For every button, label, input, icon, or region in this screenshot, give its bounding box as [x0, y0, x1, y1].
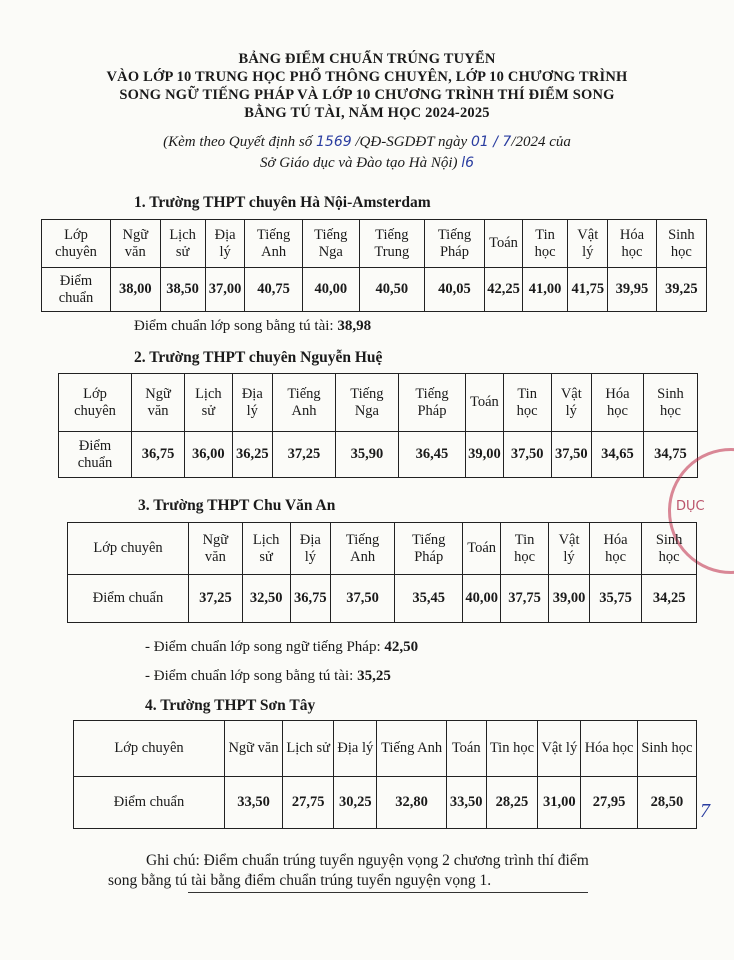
- note-label: Điểm chuẩn lớp song bằng tú tài:: [134, 318, 334, 334]
- score-cell: 27,75: [283, 777, 334, 829]
- score-cell: 36,75: [132, 432, 185, 478]
- school-1-score-table: [41, 219, 707, 312]
- subject-cell: Tin học: [500, 523, 548, 575]
- decision-prefix: (Kèm theo Quyết định số: [163, 134, 313, 150]
- bottom-divider: [188, 892, 588, 893]
- score-cell: 40,00: [302, 268, 359, 312]
- score-cell: 37,50: [503, 432, 551, 478]
- school-1-heading: 1. Trường THPT chuyên Hà Nội-Amsterdam: [134, 194, 431, 211]
- subject-cell: Lịch sử: [283, 721, 334, 777]
- score-cell: 36,75: [290, 575, 331, 623]
- subject-cell: Vật lý: [549, 523, 590, 575]
- decision-date-handwritten: 01 / 7: [470, 134, 512, 150]
- score-cell: 34,25: [642, 575, 697, 623]
- school-3-note-2: [145, 668, 391, 685]
- school-3-note-1: [145, 639, 418, 656]
- score-cell: 34,65: [592, 432, 644, 478]
- school-2-score-table: [58, 373, 698, 478]
- subject-cell: Địa lý: [290, 523, 331, 575]
- score-cell: 32,80: [377, 777, 447, 829]
- score-cell: 39,00: [549, 575, 590, 623]
- subject-cell: Tiếng Pháp: [398, 374, 465, 432]
- score-cell: 33,50: [225, 777, 283, 829]
- handwritten-margin-mark: 7: [700, 800, 710, 822]
- school-4-score-table: [73, 720, 697, 829]
- score-cell: 36,45: [398, 432, 465, 478]
- subject-cell: Ngữ văn: [132, 374, 185, 432]
- score-cell: 37,25: [273, 432, 336, 478]
- subject-cell: Vật lý: [551, 374, 591, 432]
- subject-cell: Vật lý: [568, 220, 608, 268]
- subject-cell: Toán: [485, 220, 523, 268]
- subject-cell: Ngữ văn: [189, 523, 243, 575]
- stamp-text: DỤC: [676, 499, 705, 514]
- school-3-score-table: [67, 522, 697, 623]
- row-label-class: Lớp chuyên: [74, 721, 225, 777]
- subject-cell: Toán: [463, 523, 501, 575]
- score-cell: 30,25: [334, 777, 377, 829]
- score-cell: 38,50: [160, 268, 205, 312]
- decision-reference: [0, 132, 734, 152]
- score-cell: 40,75: [245, 268, 302, 312]
- subject-cell: Sinh học: [656, 220, 706, 268]
- subject-cell: Tiếng Anh: [273, 374, 336, 432]
- subject-cell: Lịch sử: [185, 374, 232, 432]
- score-cell: 35,45: [395, 575, 463, 623]
- subject-cell: Lịch sử: [160, 220, 205, 268]
- score-cell: 35,75: [589, 575, 641, 623]
- school-3-heading: 3. Trường THPT Chu Văn An: [138, 497, 336, 514]
- subject-cell: Tin học: [522, 220, 567, 268]
- subject-cell: Sinh học: [643, 374, 697, 432]
- doc-title-line-4: BẰNG TÚ TÀI, NĂM HỌC 2024-2025: [244, 105, 490, 121]
- score-cell: 40,05: [424, 268, 484, 312]
- score-cell: 27,95: [581, 777, 638, 829]
- score-cell: 41,75: [568, 268, 608, 312]
- note-value: 42,50: [384, 639, 419, 655]
- subject-cell: Tiếng Pháp: [424, 220, 484, 268]
- subject-cell: Tiếng Anh: [377, 721, 447, 777]
- score-cell: 36,25: [232, 432, 272, 478]
- subject-cell: Hóa học: [608, 220, 657, 268]
- score-cell: 35,90: [335, 432, 398, 478]
- handwritten-initial: l6: [461, 155, 475, 171]
- school-1-note: [134, 318, 371, 335]
- decision-mid: /QĐ-SGDĐT ngày: [355, 134, 468, 150]
- subject-cell: Hóa học: [592, 374, 644, 432]
- note-label: - Điểm chuẩn lớp song ngữ tiếng Pháp:: [145, 639, 381, 655]
- subject-cell: Tiếng Trung: [359, 220, 424, 268]
- row-label-score: Điểm chuẩn: [42, 268, 111, 312]
- subject-cell: Tin học: [503, 374, 551, 432]
- subject-cell: Hóa học: [581, 721, 638, 777]
- score-cell: 37,75: [500, 575, 548, 623]
- footnote-line-2: song bằng tú tài bằng điểm chuẩn trúng tuyển nguyện vọng 1.: [108, 872, 492, 889]
- subject-cell: Toán: [446, 721, 486, 777]
- score-cell: 31,00: [538, 777, 581, 829]
- doc-title-line-3: SONG NGỮ TIẾNG PHÁP VÀ LỚP 10 CHƯƠNG TRÌNH THÍ ĐIỂM SONG: [119, 87, 615, 103]
- score-cell: 39,25: [656, 268, 706, 312]
- score-cell: 39,95: [608, 268, 657, 312]
- decision-number-handwritten: 1569: [316, 134, 352, 150]
- score-cell: 40,00: [463, 575, 501, 623]
- score-cell: 40,50: [359, 268, 424, 312]
- score-cell: 37,25: [189, 575, 243, 623]
- subject-cell: Toán: [466, 374, 504, 432]
- subject-cell: Tiếng Anh: [245, 220, 302, 268]
- score-cell: 34,75: [643, 432, 697, 478]
- row-label-class: Lớp chuyên: [42, 220, 111, 268]
- subject-cell: Tiếng Pháp: [395, 523, 463, 575]
- score-cell: 41,00: [522, 268, 567, 312]
- subject-cell: Ngữ văn: [111, 220, 161, 268]
- school-2-heading: 2. Trường THPT chuyên Nguyễn Huệ: [134, 349, 383, 366]
- issuer-name: Sở Giáo dục và Đào tạo Hà Nội): [259, 155, 458, 171]
- row-label-class: Lớp chuyên: [59, 374, 132, 432]
- subject-cell: Địa lý: [205, 220, 245, 268]
- note-value: 35,25: [357, 668, 391, 684]
- subject-cell: Lịch sử: [242, 523, 290, 575]
- subject-cell: Tiếng Nga: [302, 220, 359, 268]
- score-cell: 42,25: [485, 268, 523, 312]
- doc-title-line-2: VÀO LỚP 10 TRUNG HỌC PHỔ THÔNG CHUYÊN, LỚP 10 CHƯƠNG TRÌNH: [106, 69, 628, 85]
- subject-cell: Địa lý: [232, 374, 272, 432]
- footnote-line-1: Ghi chú: Điểm chuẩn trúng tuyển nguyện vọng 2 chương trình thí điểm: [146, 852, 589, 869]
- score-cell: 37,50: [331, 575, 395, 623]
- score-cell: 38,00: [111, 268, 161, 312]
- note-label: - Điểm chuẩn lớp song bằng tú tài:: [145, 668, 354, 684]
- score-cell: 37,00: [205, 268, 245, 312]
- score-cell: 32,50: [242, 575, 290, 623]
- decision-issuer: [0, 153, 734, 173]
- subject-cell: Sinh học: [642, 523, 697, 575]
- doc-title-line-1: BẢNG ĐIỂM CHUẨN TRÚNG TUYỂN: [238, 51, 496, 67]
- subject-cell: Tiếng Anh: [331, 523, 395, 575]
- row-label-class: Lớp chuyên: [68, 523, 189, 575]
- subject-cell: Tiếng Nga: [335, 374, 398, 432]
- score-cell: 37,50: [551, 432, 591, 478]
- score-cell: 36,00: [185, 432, 232, 478]
- row-label-score: Điểm chuẩn: [74, 777, 225, 829]
- subject-cell: Hóa học: [589, 523, 641, 575]
- subject-cell: Sinh học: [637, 721, 696, 777]
- score-cell: 28,50: [637, 777, 696, 829]
- note-value: 38,98: [337, 318, 372, 334]
- row-label-score: Điểm chuẩn: [59, 432, 132, 478]
- subject-cell: Vật lý: [538, 721, 581, 777]
- subject-cell: Tin học: [486, 721, 538, 777]
- decision-year: /2024 của: [511, 134, 571, 150]
- subject-cell: Địa lý: [334, 721, 377, 777]
- score-cell: 33,50: [446, 777, 486, 829]
- school-4-heading: 4. Trường THPT Sơn Tây: [145, 697, 316, 714]
- score-cell: 39,00: [466, 432, 504, 478]
- subject-cell: Ngữ văn: [225, 721, 283, 777]
- score-cell: 28,25: [486, 777, 538, 829]
- row-label-score: Điểm chuẩn: [68, 575, 189, 623]
